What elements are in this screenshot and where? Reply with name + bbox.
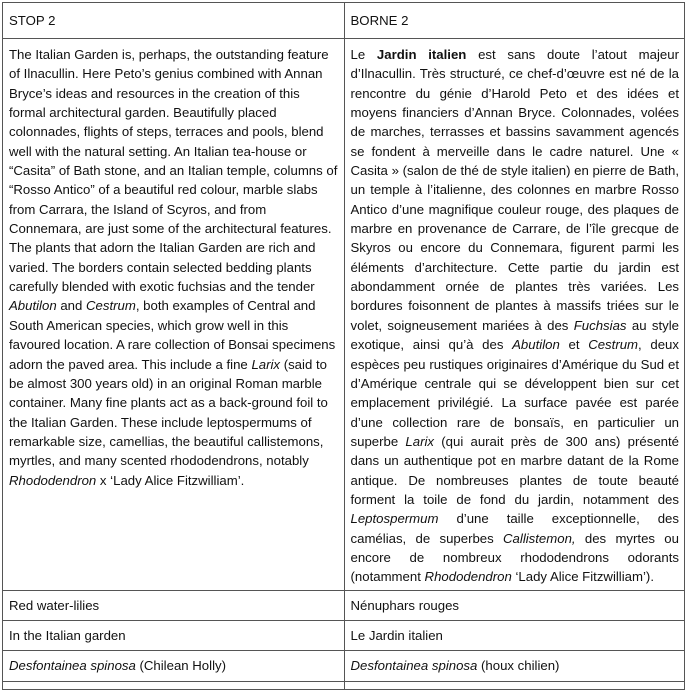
stop-heading-fr: BORNE 2 xyxy=(344,3,684,39)
description-en-text: (said to be almost 300 years old) in an original Roman marble container. Many fine plants act as a back-ground foil to the Italian Garden. These include leptospermums of remarkable size, camellias, the beautiful callistemons, myrtles, and many scented rhododendrons, notably xyxy=(9,356,328,469)
callistemon-term: Callistemon, xyxy=(503,530,576,546)
caption-en xyxy=(3,650,345,681)
heading-row xyxy=(3,3,685,39)
description-fr-text: d’une taille exceptionnelle, des camélias, de superbes xyxy=(350,511,679,546)
description-fr-text: au style exotique, ainsi qu’à des xyxy=(350,317,679,353)
description-fr-text: et xyxy=(559,337,589,353)
description-en-text: , both examples of Central and South American species, which grow well in this favoured location. A rare collection of Bonsai specimens adorn the paved area. This include a fine xyxy=(9,298,336,372)
description-en-text: and xyxy=(56,298,87,314)
description-fr-text: Le xyxy=(350,47,377,62)
description-en-text: The Italian Garden is, perhaps, the outstanding feature of Ilnacullin. Here Peto’s genius combined with Annan Bryce’s ideas and resources in the creation of this formal architectural garden. Beautifully placed colonnades, flights of steps, terraces and pools, blend well with the natural setting. An Italian tea-house or “Casita” of Bath stone, and an Italian temple, columns of “Rosso Antico” of a beautiful red colour, marble slabs from Carrara, the Island of Scyros, and from Connemara, are just some of the architectural features. The plants that adorn the Italian Garden are rich and varied. The borders contain selected bedding plants carefully blended with exotic fuchsias and the tender xyxy=(9,47,338,295)
fuchsias-term: Fuchsias xyxy=(573,317,627,333)
description-en xyxy=(3,39,345,591)
caption-row-desfontainea xyxy=(3,650,685,681)
larix-term: Larix xyxy=(405,433,435,449)
jardin-italien-term: Jardin italien xyxy=(376,47,467,62)
caption-en: In the Italian garden xyxy=(3,620,345,650)
caption-row-waterlilies xyxy=(3,590,685,620)
cestrum-term: Cestrum xyxy=(86,298,136,314)
description-fr-text: des myrtes ou encore de nombreux rhododendrons odorants (notamment xyxy=(350,530,679,585)
description-fr-text: , deux espèces peu rustiques originaires d’Amérique du Sud et d’Amérique centrale qui se développent bien sur cet emplacement privilégié. La surface pavée est parée d’une collection rare de bonsaïs, en particulier un superbe xyxy=(350,337,679,449)
caption-fr xyxy=(344,650,684,681)
description-fr-text: est sans doute l’atout majeur d’Ilnacullin. Très structuré, ce chef-d’œuvre est né de la rencontre du génie d’Harold Peto et des idées et moyens financiers d’Annan Bryce. Colonnades, volées de marches, terrasses et bassins savamment agencés se fondent à merveille dans le cadre naturel. Une « Casita » (salon de thé de style italien) en pierre de Bath, un temple à l’italienne, des colonnes en marbre Rosso Antico d’une magnifique couleur rouge, des plaques de marbre en provenance de Carrare, de l’île grecque de Skyros ou encore du Connemara, figurent parmi les éléments d’architecture. Cette partie du jardin est abondamment ornée de plantes très variées. Les bordures foisonnent de plantes à massifs triées sur le volet, soigneusement mariées à des xyxy=(350,47,679,333)
next-cell-en xyxy=(3,681,345,689)
abutilon-term: Abutilon xyxy=(9,298,57,314)
larix-term: Larix xyxy=(251,356,281,372)
rhododendron-term: Rhododendron xyxy=(9,472,97,488)
caption-en: Red water-lilies xyxy=(3,590,345,620)
description-en-text: x ‘Lady Alice Fitzwilliam’. xyxy=(96,472,245,488)
description-fr-text: (qui aurait près de 300 ans) présenté dans un authentique pot en marbre datant de la Rome antique. De nombreuses plantes de toute beauté forment la toile de fond du jardin, notamment des xyxy=(350,433,679,507)
abutilon-term: Abutilon xyxy=(512,337,560,353)
leptospermum-term: Leptospermum xyxy=(350,511,439,527)
species-name: Desfontainea spinosa xyxy=(350,657,478,673)
species-name: Desfontainea spinosa xyxy=(9,657,136,673)
description-fr xyxy=(344,39,684,591)
bilingual-table xyxy=(2,2,685,690)
next-cell-fr xyxy=(344,681,684,689)
caption-fr: Le Jardin italien xyxy=(344,620,684,650)
caption-fr: Nénuphars rouges xyxy=(344,590,684,620)
rhododendron-term: Rhododendron xyxy=(424,569,512,585)
description-fr-text: ‘Lady Alice Fitzwilliam’). xyxy=(511,569,654,585)
cestrum-term: Cestrum xyxy=(588,337,639,353)
stop-heading-en: STOP 2 xyxy=(3,3,345,39)
description-row xyxy=(3,39,685,591)
next-row-edge xyxy=(3,681,685,689)
common-name: (Chilean Holly) xyxy=(135,657,226,673)
common-name: (houx chilien) xyxy=(477,657,560,673)
caption-row-italian-garden xyxy=(3,620,685,650)
